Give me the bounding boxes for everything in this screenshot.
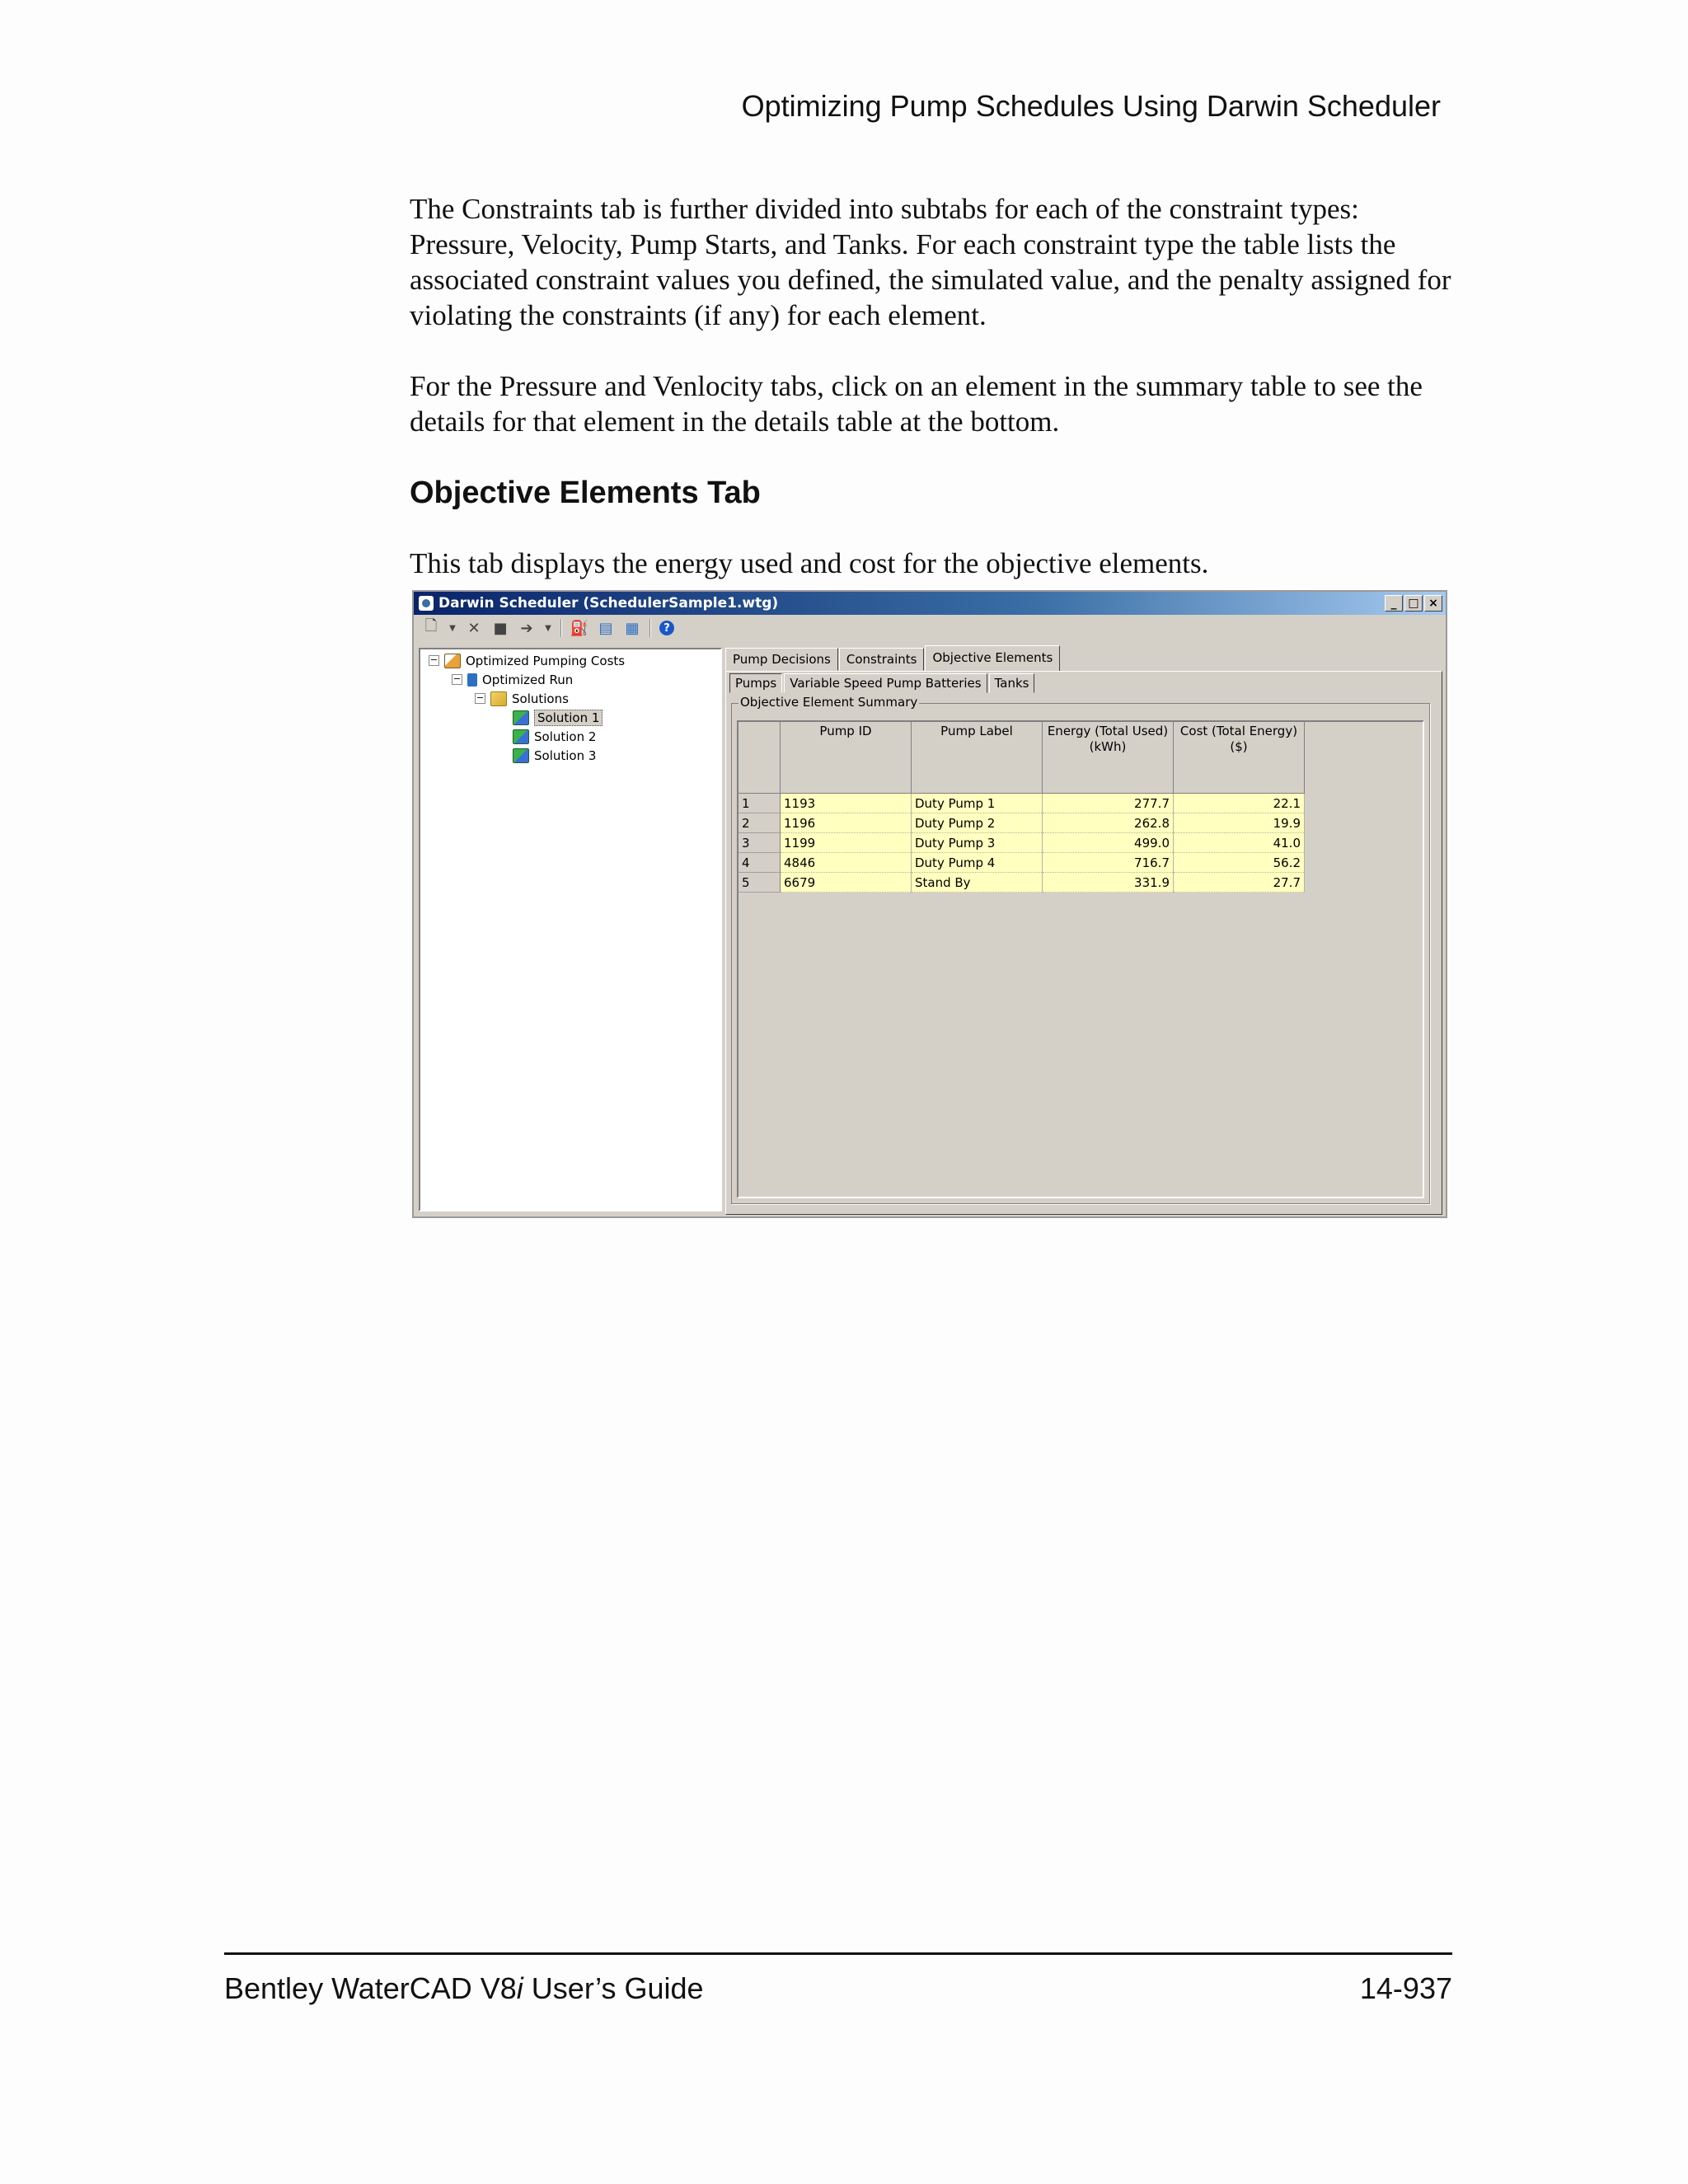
dropdown-arrow-icon[interactable]: ▼ xyxy=(449,623,456,633)
table-row[interactable] xyxy=(738,794,1305,813)
tree-label: Optimized Run xyxy=(482,672,574,687)
tree-item-optimized-run[interactable] xyxy=(420,670,720,689)
subtab-tanks[interactable]: Tanks xyxy=(989,673,1035,693)
column-header[interactable]: Pump ID xyxy=(781,722,912,794)
pump-id-cell[interactable]: 6679 xyxy=(781,873,912,893)
objective-summary-group xyxy=(731,695,1430,1204)
toolbar xyxy=(414,615,1446,641)
tree-item-solution-1[interactable] xyxy=(420,708,720,727)
table-row[interactable] xyxy=(738,813,1305,833)
column-header[interactable]: Pump Label xyxy=(912,722,1043,794)
pump-label-cell[interactable]: Duty Pump 2 xyxy=(912,813,1043,833)
tree-label: Solution 1 xyxy=(534,710,603,726)
cost-cell[interactable]: 22.1 xyxy=(1174,794,1305,813)
footer-guide-title xyxy=(224,1971,704,2006)
app-icon xyxy=(419,596,434,611)
summary-table xyxy=(738,722,1305,893)
toolbar-separator xyxy=(560,619,562,637)
pump-id-cell[interactable]: 1199 xyxy=(781,833,912,853)
window-title-bar[interactable] xyxy=(414,592,1446,615)
pumping-costs-icon xyxy=(444,654,461,668)
paragraph-objective-tab: This tab displays the energy used and cost for the objective elements. xyxy=(410,547,1209,579)
optimized-run-icon xyxy=(467,673,477,687)
row-number[interactable]: 2 xyxy=(738,813,781,833)
new-icon[interactable]: 🗋 xyxy=(424,617,438,635)
energy-cell[interactable]: 277.7 xyxy=(1043,794,1174,813)
group-title: Objective Element Summary xyxy=(740,695,918,710)
paragraph-pressure-velocity: For the Pressure and Venlocity tabs, click on an element in the summary table to see the details for that element in the details table at the bottom. xyxy=(410,370,1423,438)
energy-cell[interactable]: 716.7 xyxy=(1043,853,1174,873)
column-header[interactable]: Cost (Total Energy) ($) xyxy=(1174,722,1305,794)
darwin-scheduler-window xyxy=(412,590,1447,1218)
running-header: Optimizing Pump Schedules Using Darwin Scheduler xyxy=(741,89,1441,123)
table-row[interactable] xyxy=(738,873,1305,893)
page-number: 14-937 xyxy=(1359,1971,1452,2005)
tab-pump-decisions[interactable]: Pump Decisions xyxy=(725,648,838,671)
solution-icon xyxy=(513,729,529,744)
report-icon[interactable]: ▤ xyxy=(598,619,613,637)
sub-tabs xyxy=(726,672,1442,693)
row-number[interactable]: 1 xyxy=(738,794,781,813)
tab-objective-elements[interactable]: Objective Elements xyxy=(925,645,1060,671)
row-number[interactable]: 4 xyxy=(738,853,781,873)
help-icon[interactable]: ? xyxy=(659,621,674,635)
tree-label: Solution 3 xyxy=(534,748,597,763)
energy-cell[interactable]: 262.8 xyxy=(1043,813,1174,833)
summary-grid xyxy=(737,720,1424,1198)
pump-label-cell[interactable]: Duty Pump 1 xyxy=(912,794,1043,813)
row-number[interactable]: 5 xyxy=(738,873,781,893)
tree-item-optimized-pumping-costs[interactable] xyxy=(420,651,720,670)
energy-cell[interactable]: 499.0 xyxy=(1043,833,1174,853)
tree-item-solution-2[interactable] xyxy=(420,727,720,746)
tree-label: Solution 2 xyxy=(534,729,597,744)
footer-title-prefix: Bentley WaterCAD V8 xyxy=(224,1971,517,2005)
delete-icon[interactable]: ✕ xyxy=(467,619,481,637)
tab-constraints[interactable]: Constraints xyxy=(839,648,925,671)
minimize-button[interactable]: _ xyxy=(1385,595,1403,612)
paragraph-constraints: The Constraints tab is further divided into subtabs for each of the constraint types: Pressure, Velocity, Pump Starts, and Tanks. For each constraint type the table lists the associated constraint values you defined, the simulated value, and the penalty assigned for violating the constraints (if any) for each element. xyxy=(410,193,1451,331)
row-number[interactable]: 3 xyxy=(738,833,781,853)
stop-icon[interactable]: ■ xyxy=(493,619,508,637)
pump-id-cell[interactable]: 1193 xyxy=(781,794,912,813)
solution-tree xyxy=(419,648,722,1212)
maximize-button[interactable]: □ xyxy=(1404,595,1423,612)
collapse-icon[interactable]: − xyxy=(476,692,485,703)
solution-icon xyxy=(513,710,529,725)
collapse-icon[interactable]: − xyxy=(429,654,438,665)
section-heading: Objective Elements Tab xyxy=(410,476,761,510)
toolbar-separator xyxy=(649,619,651,637)
window-title: Darwin Scheduler (SchedulerSample1.wtg) xyxy=(438,595,779,612)
table-row[interactable] xyxy=(738,833,1305,853)
collapse-icon[interactable]: − xyxy=(452,673,462,684)
energy-cell[interactable]: 331.9 xyxy=(1043,873,1174,893)
cost-cell[interactable]: 27.7 xyxy=(1174,873,1305,893)
subtab-pumps[interactable]: Pumps xyxy=(729,673,782,693)
column-header[interactable]: Energy (Total Used) (kWh) xyxy=(1043,722,1174,794)
pump-id-cell[interactable]: 1196 xyxy=(781,813,912,833)
export-icon[interactable]: ➔ xyxy=(520,619,533,637)
pump-label-cell[interactable]: Duty Pump 4 xyxy=(912,853,1043,873)
solutions-folder-icon xyxy=(490,691,507,706)
pump-icon[interactable]: ⛽ xyxy=(570,619,589,637)
pump-label-cell[interactable]: Stand By xyxy=(912,873,1043,893)
tree-label: Solutions xyxy=(512,691,569,706)
footer-rule xyxy=(224,1952,1452,1955)
cost-cell[interactable]: 19.9 xyxy=(1174,813,1305,833)
footer-title-suffix: User’s Guide xyxy=(523,1971,704,2005)
pump-id-cell[interactable]: 4846 xyxy=(781,853,912,873)
tree-label: Optimized Pumping Costs xyxy=(466,653,626,668)
tree-item-solutions[interactable] xyxy=(420,689,720,708)
results-pane xyxy=(725,648,1442,1215)
main-tabs xyxy=(725,648,1442,671)
tab-panel xyxy=(725,671,1442,1215)
cost-cell[interactable]: 41.0 xyxy=(1174,833,1305,853)
dropdown-arrow-icon[interactable]: ▼ xyxy=(545,623,551,633)
table-row[interactable] xyxy=(738,853,1305,873)
pump-label-cell[interactable]: Duty Pump 3 xyxy=(912,833,1043,853)
footer-title-italic: i xyxy=(516,1971,523,2005)
row-header-corner xyxy=(738,722,781,794)
cost-cell[interactable]: 56.2 xyxy=(1174,853,1305,873)
close-button[interactable]: × xyxy=(1424,595,1442,612)
tree-item-solution-3[interactable] xyxy=(420,746,720,765)
graph-icon[interactable]: ▦ xyxy=(625,619,640,637)
subtab-variable-speed-pump-batteries[interactable]: Variable Speed Pump Batteries xyxy=(784,673,987,693)
solution-icon xyxy=(513,748,529,763)
